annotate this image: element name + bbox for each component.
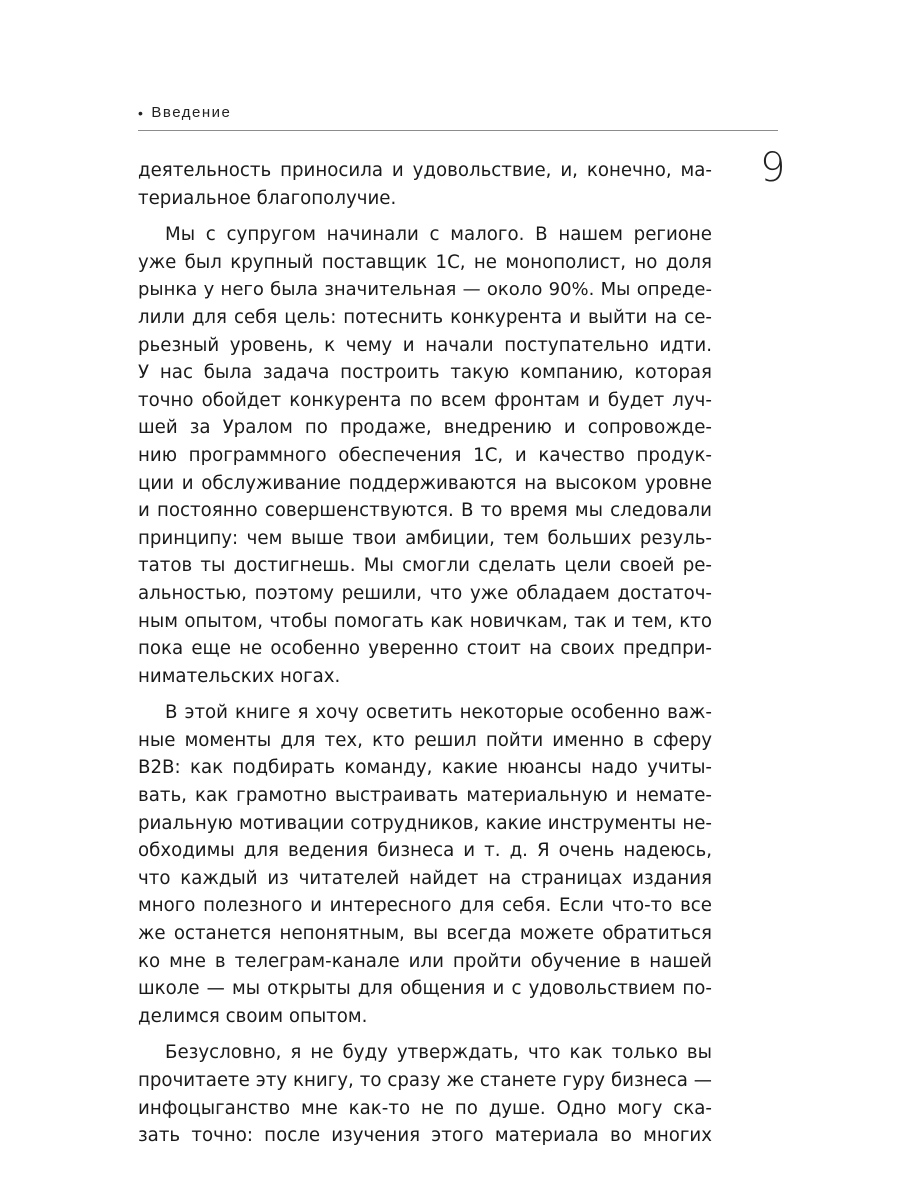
text-line: ные моменты для тех, кто решил пойти именно в сферу bbox=[138, 729, 712, 751]
running-header bbox=[138, 104, 231, 121]
text-line: ции и обслуживание поддерживаются на высоком уровне bbox=[138, 472, 712, 494]
body-text bbox=[138, 157, 712, 1150]
text-line: альностью, поэтому решили, что уже обладаем достаточ- bbox=[138, 582, 712, 604]
text-line: же останется непонятным, вы всегда можете обратиться bbox=[138, 923, 712, 945]
text-line: У нас была задача построить такую компанию, которая bbox=[138, 362, 712, 384]
text-line: инфоцыганство мне как-то не по душе. Одно могу ска- bbox=[138, 1097, 712, 1119]
paragraph-1 bbox=[138, 157, 712, 212]
text-line: татов ты достигнешь. Мы смогли сделать цели своей ре- bbox=[138, 555, 712, 577]
text-line: пока еще не особенно уверенно стоит на своих предпри- bbox=[138, 638, 712, 660]
text-line: школе — мы открыты для общения и с удовольствием по- bbox=[138, 978, 712, 1000]
text-line: рьезный уровень, к чему и начали поступательно идти. bbox=[138, 334, 712, 356]
text-line: В этой книге я хочу осветить некоторые особенно важ- bbox=[165, 702, 712, 724]
text-line: ным опытом, чтобы помогать как новичкам, так и тем, кто bbox=[138, 610, 712, 632]
text-line: риальную мотивации сотрудников, какие инструменты не- bbox=[138, 812, 712, 834]
text-line: деятельность приносила и удовольствие, и, конечно, ма- bbox=[138, 160, 712, 181]
text-line: много полезного и интересного для себя. Если что-то все bbox=[138, 895, 712, 917]
text-line: зать точно: после изучения этого материала во многих bbox=[138, 1125, 712, 1147]
text-line: нимательских ногах. bbox=[138, 665, 341, 687]
text-line: лили для себя цель: потеснить конкурента и выйти на се- bbox=[138, 306, 712, 328]
header-divider bbox=[138, 130, 778, 131]
text-line: вать, как грамотно выстраивать материальную и немате- bbox=[138, 785, 712, 807]
text-line: обходимы для ведения бизнеса и т. д. Я очень надеюсь, bbox=[138, 840, 712, 862]
text-line: Мы с супругом начинали с малого. В нашем регионе bbox=[165, 224, 712, 246]
text-line: уже был крупный поставщик 1С, не монополист, но доля bbox=[138, 251, 712, 273]
bullet-icon: • bbox=[138, 104, 145, 121]
text-line: B2B: как подбирать команду, какие нюансы надо учиты- bbox=[138, 757, 712, 779]
text-line: прочитаете эту книгу, то сразу же станете гуру бизнеса — bbox=[138, 1070, 712, 1091]
text-line: шей за Уралом по продаже, внедрению и сопровожде- bbox=[138, 417, 712, 439]
page-number: 9 bbox=[760, 145, 786, 191]
text-line: и постоянно совершенствуются. В то время мы следовали bbox=[138, 500, 712, 522]
text-line: нию программного обеспечения 1С, и качество продук- bbox=[138, 444, 712, 466]
paragraph-4 bbox=[138, 1039, 712, 1149]
text-line: делимся своим опытом. bbox=[138, 1005, 368, 1027]
text-line: принципу: чем выше твои амбиции, тем больших резуль- bbox=[138, 527, 712, 549]
text-line: точно обойдет конкурента по всем фронтам и будет луч- bbox=[138, 389, 712, 411]
text-line: ко мне в телеграм-канале или пройти обучение в нашей bbox=[138, 950, 712, 972]
text-line: Безусловно, я не буду утверждать, что как только вы bbox=[165, 1042, 712, 1064]
text-line: рынка у него была значительная — около 90%. Мы опреде- bbox=[138, 279, 712, 301]
section-title: Введение bbox=[151, 104, 232, 121]
paragraph-2 bbox=[138, 221, 712, 690]
paragraph-3 bbox=[138, 699, 712, 1030]
text-line: что каждый из читателей найдет на страницах издания bbox=[138, 867, 712, 889]
text-line: териальное благополучие. bbox=[138, 187, 397, 209]
